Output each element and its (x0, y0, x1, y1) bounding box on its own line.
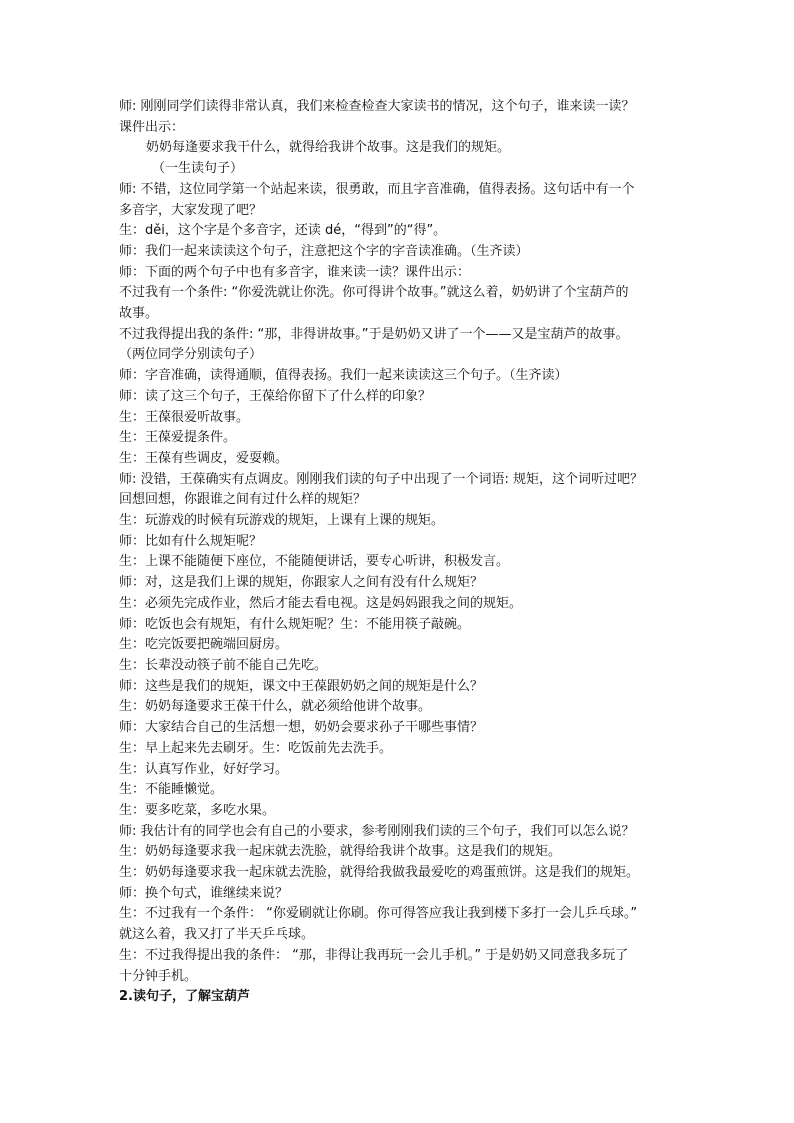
text-line: 师: 我估计有的同学也会有自己的小要求，参考刚刚我们读的三个句子，我们可以怎么说？ (119, 823, 635, 839)
text-line: 故事。 (119, 306, 159, 322)
text-line: 生：必须先完成作业，然后才能去看电视。这是妈妈跟我之间的规矩。 (119, 595, 523, 611)
text-line: （两位同学分别读句子） (119, 347, 263, 363)
text-line: 就这么着，我又打了半天乒乓球。 (119, 927, 315, 943)
text-line: 不过我得提出我的条件: “那，非得讲故事。”于是奶奶又讲了一个——又是宝葫芦的故事。 (119, 326, 629, 342)
text-line: 不过我有一个条件: “你爱洗就让你洗。你可得讲个故事。”就这么着，奶奶讲了个宝葫芦的 (119, 285, 629, 301)
text-line: 师：读了这三个句子，王葆给你留下了什么样的印象？ (119, 388, 432, 404)
text-line: 生：要多吃菜，多吃水果。 (119, 802, 276, 818)
text-line: 师：换个句式，谁继续来说？ (119, 885, 289, 901)
text-line: 师: 刚刚同学们读得非常认真，我们来检查检查大家读书的情况，这个句子，谁来读一读？ (119, 99, 635, 114)
text-line: 课件出示： (119, 119, 185, 135)
text-line: 师：字音准确，读得通顺，值得表扬。我们一起来读读这三个句子。（生齐读） (119, 368, 568, 384)
text-line: 十分钟手机。 (119, 968, 198, 984)
text-line: 生：děi，这个字是个多音字，还读 dé，“得到”的“得”。 (119, 223, 447, 239)
text-line: 生：王葆很爱听故事。 (119, 409, 250, 425)
text-line: 生：玩游戏的时候有玩游戏的规矩，上课有上课的规矩。 (119, 513, 445, 529)
section-heading: 2.读句子，了解宝葫芦 (119, 989, 250, 1005)
text-line: 生：奶奶每逢要求我一起床就去洗脸，就得给我讲个故事。这是我们的规矩。 (119, 844, 562, 860)
text-line: 生：认真写作业，好好学习。 (119, 761, 289, 777)
text-line: 师：吃饭也会有规矩，有什么规矩呢？生：不能用筷子敲碗。 (119, 616, 471, 632)
text-line: 师：下面的两个句子中也有多音字，谁来读一读？课件出示： (119, 264, 471, 280)
text-line: 师：比如有什么规矩呢？ (119, 533, 263, 549)
text-line: 生：奶奶每逢要求我一起床就去洗脸，就得给我做我最爱吃的鸡蛋煎饼。这是我们的规矩。 (119, 865, 640, 881)
text-line: 多音字，大家发现了吧？ (119, 202, 263, 218)
text-line: 生：不过我有一个条件： “你爱刷就让你刷。你可得答应我让我到楼下多打一会儿乒乓球。” (119, 906, 638, 922)
quoted-sentence: 奶奶每逢要求我干什么，就得给我讲个故事。这是我们的规矩。 (146, 140, 511, 156)
text-line: 师：对，这是我们上课的规矩，你跟家人之间有没有什么规矩？ (119, 575, 484, 591)
text-line: 生：早上起来先去刷牙。生：吃饭前先去洗手。 (119, 740, 393, 756)
text-line: 生：奶奶每逢要求王葆干什么，就必须给他讲个故事。 (119, 699, 432, 715)
text-line: 生：王葆有些调皮，爱耍赖。 (119, 450, 289, 466)
text-line: 师: 没错，王葆确实有点调皮。刚刚我们读的句子中出现了一个词语: 规矩，这个词听过吧？ (119, 471, 644, 487)
text-line: 生：吃完饭要把碗端回厨房。 (119, 637, 289, 653)
text-line: 生：上课不能随便下座位，不能随便讲话，要专心听讲，积极发言。 (119, 554, 510, 570)
text-line: 回想回想，你跟谁之间有过什么样的规矩？ (119, 492, 367, 508)
text-line: 师：我们一起来读读这个句子，注意把这个字的字音读准确。（生齐读） (119, 243, 529, 259)
text-line: 生：不能睡懒觉。 (119, 782, 224, 798)
text-line: 师：大家结合自己的生活想一想，奶奶会要求孙子干哪些事情？ (119, 720, 484, 736)
text-line: 师: 不错，这位同学第一个站起来读，很勇敢，而且字音准确，值得表扬。这句话中有一个 (119, 181, 635, 197)
text-line: 生：长辈没动筷子前不能自己先吃。 (119, 657, 328, 673)
document-body (119, 97, 679, 1008)
text-line: 生：不过我得提出我的条件： “那，非得让我再玩一会儿手机。” 于是奶奶又同意我多玩了 (119, 947, 629, 963)
text-line: 师：这些是我们的规矩，课文中王葆跟奶奶之间的规矩是什么？ (119, 678, 484, 694)
stage-note: （一生读句子） (152, 161, 244, 177)
text-line: 生：王葆爱提条件。 (119, 430, 237, 446)
